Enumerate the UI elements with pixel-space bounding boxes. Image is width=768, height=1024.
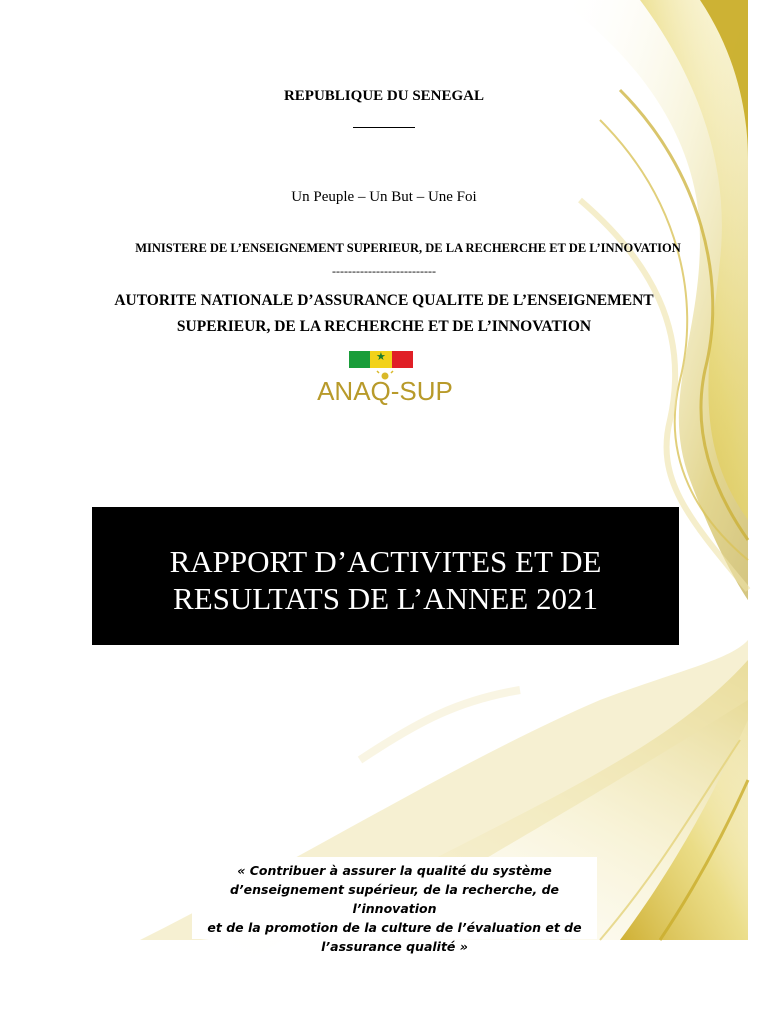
mission-quote-line1: « Contribuer à assurer la qualité du système (237, 863, 552, 878)
report-title-line2: RESULTATS DE L’ANNEE 2021 (173, 581, 598, 616)
anaq-sup-logo (290, 370, 480, 410)
republic-underline-divider (353, 127, 415, 128)
dashed-separator: -------------------------- (332, 264, 436, 278)
national-motto: Un Peuple – Un But – Une Foi (291, 189, 477, 205)
authority-heading-line2: SUPERIEUR, DE LA RECHERCHE ET DE L’INNOVATION (176, 318, 592, 335)
report-title-box (92, 507, 679, 645)
report-title-line1: RAPPORT D’ACTIVITES ET DE (169, 544, 602, 579)
flag-green-band (349, 351, 370, 368)
mission-quote-box (192, 857, 597, 954)
report-title (92, 543, 679, 617)
mission-quote-line3: et de la promotion de la culture de l’évaluation et de (207, 920, 582, 935)
mission-quote-line2: d’enseignement supérieur, de la recherche, de l’innovation (229, 882, 560, 916)
mission-quote (192, 861, 597, 956)
flag-yellow-band (370, 351, 391, 368)
senegal-flag-icon (349, 351, 413, 368)
authority-heading-line1: AUTORITE NATIONALE D’ASSURANCE QUALITE DE L’ENSEIGNEMENT (114, 292, 654, 309)
republic-heading: REPUBLIQUE DU SENEGAL (283, 88, 485, 104)
flag-red-band (392, 351, 413, 368)
ministry-heading: MINISTERE DE L’ENSEIGNEMENT SUPERIEUR, DE LA RECHERCHE ET DE L’INNOVATION (135, 241, 681, 255)
authority-heading (0, 288, 768, 340)
flag-star-icon: ★ (376, 350, 386, 363)
mission-quote-line4: l’assurance qualité » (321, 939, 468, 954)
logo-text: ANAQ-SUP (317, 376, 453, 406)
